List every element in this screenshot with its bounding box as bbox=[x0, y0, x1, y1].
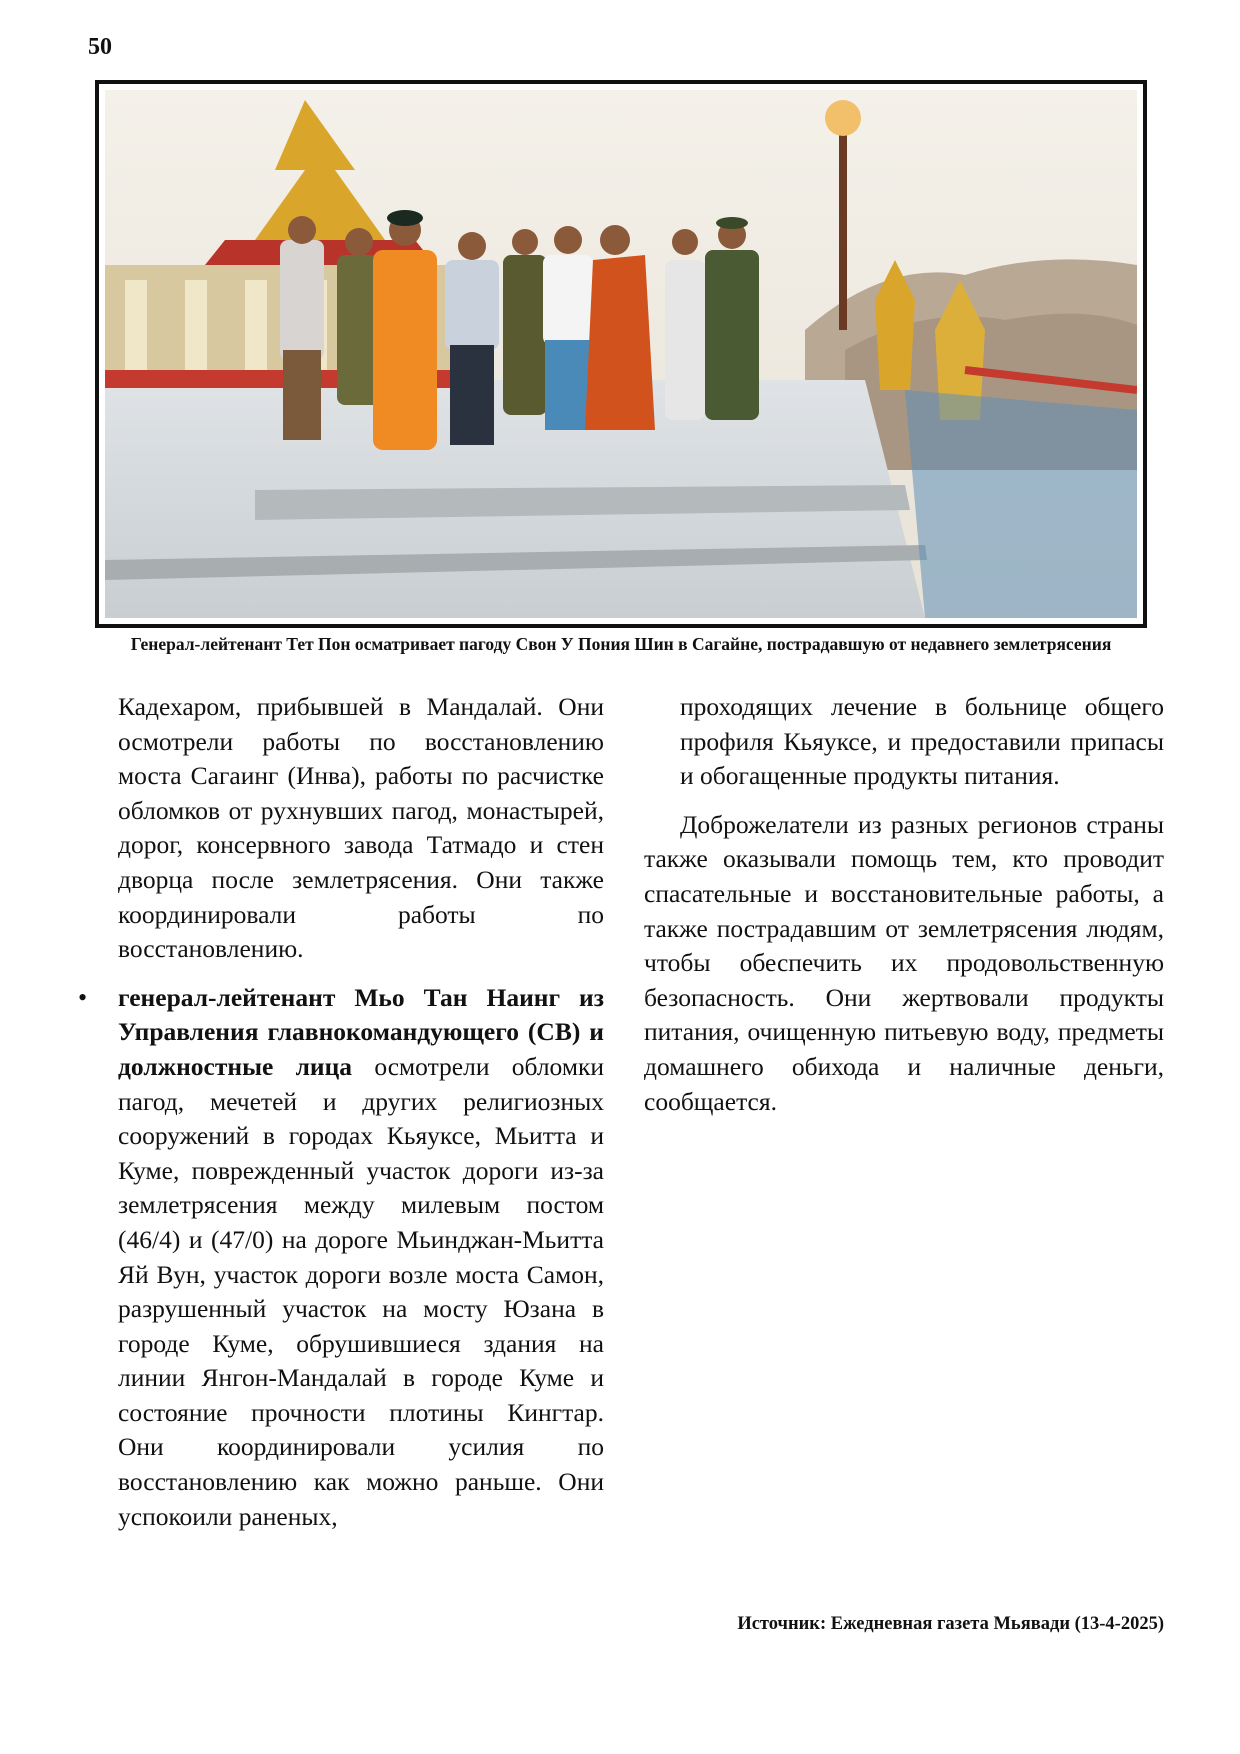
right-paragraph-2: Доброжелатели из разных регионов страны также оказывали помощь тем, кто проводит спасательные и восстановительные работы, а также пострадавшим от землетрясения людям, чтобы обеспечить их продовольственную безопасность. Они жертвовали продукты питания, очищенную питьевую воду, предметы домашнего обихода и наличные деньги, сообщается. bbox=[644, 809, 1164, 1116]
left-paragraph-1: Кадехаром, прибывшей в Мандалай. Они осмотрели работы по восстановлению моста Сагаинг (Инва), работы по расчистке обломков от рухнувших пагод, монастырей, дорог, консервного завода Татмадо и стен дворца после землетрясения. Они также координировали работы по восстановлению. bbox=[118, 692, 604, 964]
bullet-body-text: осмотрели обломки пагод, мечетей и других религиозных сооружений в городах Кьяуксе, Мьитта и Куме, поврежденный участок дороги из-за землетрясения между милевым постом (46/4) и (47/0) на дороге Мьинджан-Мьитта Яй Вун, участок дороги возле моста Самон, разрушенный участок на мосту Юзана в городе Куме, обрушившиеся здания на линии Янгон-Мандалай в городе Куме и состояние прочности плотины Кингтар. Они координировали усилия по восстановлению как можно раньше. Они успокоили раненых, bbox=[118, 1051, 604, 1531]
left-column bbox=[78, 690, 604, 1534]
bullet-item bbox=[78, 981, 604, 1535]
source-line: Источник: Ежедневная газета Мьявади (13-4-2025) bbox=[737, 1614, 1164, 1634]
photo-caption: Генерал-лейтенант Тет Пон осматривает пагоду Свон У Пония Шин в Сагайне, пострадавшую от недавнего землетрясения bbox=[130, 634, 1112, 654]
right-column bbox=[644, 690, 1164, 1119]
page-number: 50 bbox=[88, 34, 112, 60]
right-paragraph-1: проходящих лечение в больнице общего профиля Кьяуксе, и предоставили припасы и обогащенные продукты питания. bbox=[680, 692, 1164, 791]
bullet-paragraph bbox=[118, 981, 604, 1535]
photo bbox=[95, 80, 1147, 628]
bullet-bold-text: генерал-лейтенант Мьо Тан Наинг из Управления главнокомандующего (СВ) и должностные лица bbox=[118, 982, 604, 1081]
bullet-icon: • bbox=[78, 982, 88, 1012]
photo-pagoda-inspection-icon bbox=[105, 90, 1137, 618]
